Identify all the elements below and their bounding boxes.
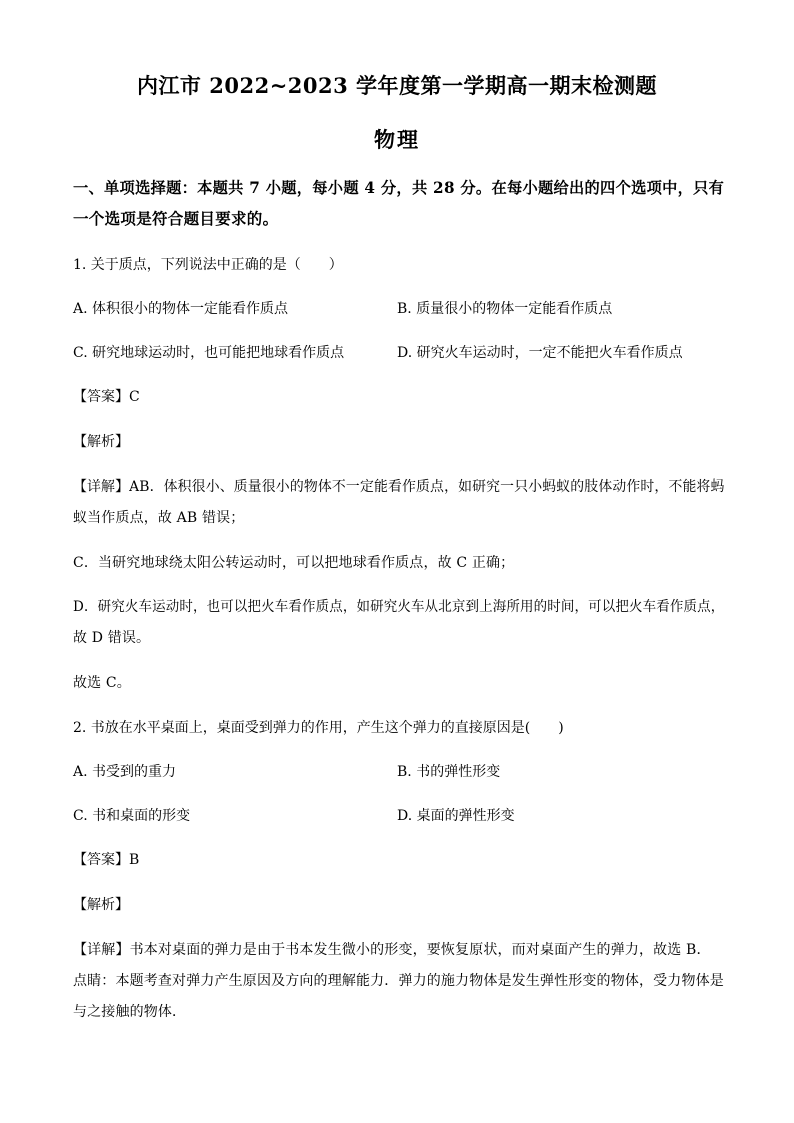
question-1-detail-line5: 故 D 错误。 xyxy=(73,630,151,646)
question-1-option-c: C. 研究地球运动时，也可能把地球看作质点 xyxy=(73,345,345,361)
question-2-option-a: A. 书受到的重力 xyxy=(73,764,177,780)
question-1-stem: 1. 关于质点，下列说法中正确的是（ ） xyxy=(73,257,343,273)
question-2-analysis-label: 【解析】 xyxy=(73,897,129,913)
question-2-option-b: B. 书的弹性形变 xyxy=(397,764,501,780)
question-1-analysis-label: 【解析】 xyxy=(73,434,129,450)
question-2-option-d: D. 桌面的弹性形变 xyxy=(397,808,515,824)
question-2-detail-line2: 点睛：本题考查对弹力产生原因及方向的理解能力．弹力的施力物体是发生弹性形变的物体，受力物体是 xyxy=(73,973,724,989)
section-heading-line2: 一个选项是符合题目要求的。 xyxy=(73,209,279,228)
question-1-conclusion: 故选 C。 xyxy=(73,675,131,691)
question-1-detail-line4: D．研究火车运动时，也可以把火车看作质点，如研究火车从北京到上海所用的时间，可以把火车看作质点， xyxy=(73,599,725,615)
question-1-option-a: A. 体积很小的物体一定能看作质点 xyxy=(73,301,289,317)
question-1-option-d: D. 研究火车运动时，一定不能把火车看作质点 xyxy=(397,345,683,361)
question-2-stem: 2. 书放在水平桌面上，桌面受到弹力的作用，产生这个弹力的直接原因是( ) xyxy=(73,720,564,736)
question-1-answer: 【答案】C xyxy=(73,389,140,405)
question-1-detail-line3: C．当研究地球绕太阳公转运动时，可以把地球看作质点，故 C 正确； xyxy=(73,555,515,571)
exam-title: 内江市 2022~2023 学年度第一学期高一期末检测题 xyxy=(136,73,658,98)
question-2-option-c: C. 书和桌面的形变 xyxy=(73,808,191,824)
question-1-detail-line2: 蚁当作质点，故 AB 错误； xyxy=(73,510,245,526)
question-1-detail-line1: 【详解】AB．体积很小、质量很小的物体不一定能看作质点，如研究一只小蚂蚁的肢体动作时，不能将蚂 xyxy=(73,479,725,495)
section-heading-line1: 一、单项选择题：本题共 7 小题，每小题 4 分，共 28 分。在每小题给出的四个选项中，只有 xyxy=(73,178,725,197)
subject-title: 物理 xyxy=(374,127,420,152)
question-2-detail-line1: 【详解】书本对桌面的弹力是由于书本发生微小的形变，要恢复原状，而对桌面产生的弹力，故选 B． xyxy=(73,942,711,958)
question-2-detail-line3: 与之接触的物体． xyxy=(73,1004,187,1020)
question-2-answer: 【答案】B xyxy=(73,852,140,868)
question-1-option-b: B. 质量很小的物体一定能看作质点 xyxy=(397,301,613,317)
